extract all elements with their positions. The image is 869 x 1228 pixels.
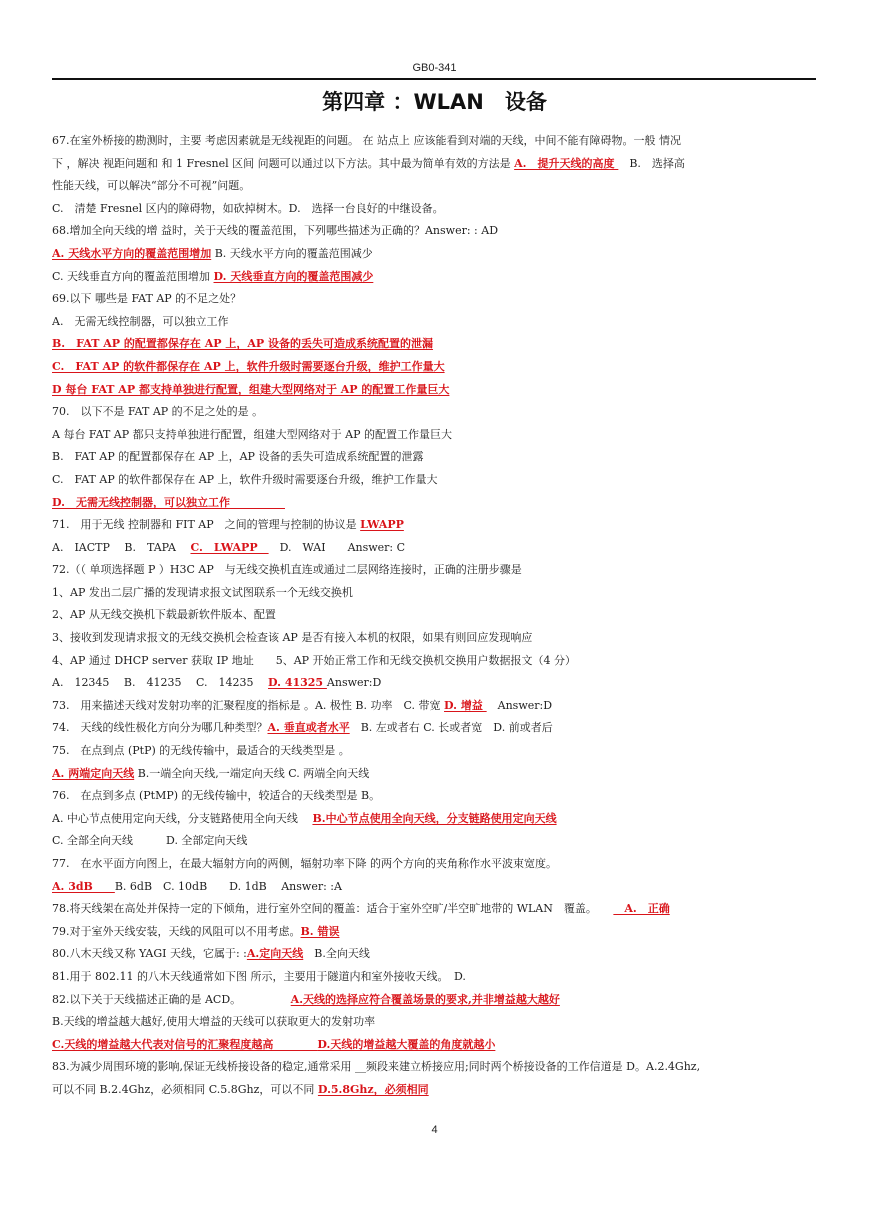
text-line — [52, 537, 816, 560]
text-segment: C. FAT AP 的软件都保存在 AP 上，软件升级时需要逐台升级，维护工作量大 — [52, 472, 438, 486]
text-segment: 1、AP 发出二层广播的发现请求报文试图联系一个无线交换机 — [52, 585, 353, 599]
text-line — [52, 469, 816, 492]
text-segment: 73. 用来描述天线对发射功率的汇聚程度的指标是 。A. 极性 B. 功率 C. 带宽 — [52, 698, 445, 712]
text-line — [52, 876, 816, 899]
answer-highlight: D.5.8Ghz，必须相同 — [317, 1082, 429, 1096]
text-line — [52, 356, 816, 379]
text-segment: B. 左或者右 C. 长或者宽 D. 前或者后 — [349, 721, 553, 735]
answer-highlight: C.天线的增益越大代表对信号的汇聚程度越高 — [52, 1037, 318, 1051]
answer-highlight: D. 天线垂直方向的覆盖范围减少 — [213, 269, 374, 283]
text-segment: A. IACTP B. TAPA — [52, 540, 191, 554]
text-segment: 71. 用于无线 控制器和 FIT AP 之间的管理与控制的协议是 — [52, 518, 361, 532]
text-segment: 79.对于室外天线安装，天线的风阻可以不用考虑。 — [52, 924, 301, 938]
text-line — [52, 1056, 816, 1079]
answer-highlight: D. 41325 — [268, 676, 327, 690]
text-segment: 68.增加全向天线的增 益时，关于天线的覆盖范围，下列哪些描述为正确的？Answer: : AD — [52, 224, 499, 238]
text-segment: B.一端全向天线,一端定向天线 C. 两端全向天线 — [134, 766, 370, 780]
text-line — [52, 1011, 816, 1034]
text-line — [52, 785, 816, 808]
text-segment: 77. 在水平面方向图上，在最大辐射方向的两侧，辐射功率下降 的两个方向的夹角称作水平波束宽度。 — [52, 857, 557, 870]
answer-highlight: LWAPP — [360, 518, 404, 532]
text-line — [52, 943, 816, 966]
text-line — [52, 514, 816, 537]
answer-highlight: A. 提升天线的高度 — [514, 156, 619, 170]
text-segment: 2、AP 从无线交换机下载最新软件版本、配置 — [52, 608, 276, 622]
text-segment: 78.将天线架在高处并保持一定的下倾角，进行室外空间的覆盖：适合于室外空旷/半空旷地带的 WLAN 覆盖。 — [52, 902, 614, 916]
chapter-title: 第四章 ：WLAN 设备 — [322, 90, 547, 114]
text-segment: 性能天线，可以解决“部分不可视”问题。 — [52, 179, 251, 193]
header-rule — [52, 78, 816, 80]
text-segment: A. 无需无线控制器，可以独立工作 — [52, 314, 229, 328]
answer-highlight: C. LWAPP — [190, 540, 269, 554]
text-line — [52, 650, 816, 673]
text-segment: 4、AP 通过 DHCP server 获取 IP 地址 5、AP 开始正常工作和无线交换机交换用户数据报文（4 分） — [52, 653, 577, 667]
text-line — [52, 672, 816, 695]
text-line — [52, 898, 816, 921]
text-segment: 67.在室外桥接的勘测时，主要 考虑因素就是无线视距的问题。 在 站点上 应该能看到对端的天线，中间不能有障碍物。一般 情况 — [52, 134, 681, 147]
answer-highlight: D. 无需无线控制器，可以独立工作 — [52, 495, 285, 509]
text-line — [52, 379, 816, 402]
text-line — [52, 966, 816, 989]
text-segment: C. 天线垂直方向的覆盖范围增加 — [52, 269, 214, 283]
text-segment: 80.八木天线又称 YAGI 天线，它属于: : — [52, 947, 247, 961]
answer-highlight: D.天线的增益越大覆盖的角度就越小 — [317, 1037, 496, 1051]
answer-highlight: B.中心节点使用全向天线，分支链路使用定向天线 — [312, 811, 557, 825]
text-segment: 75. 在点到点 (PtP) 的无线传输中，最适合的天线类型是 。 — [52, 744, 350, 758]
text-line — [52, 604, 816, 627]
text-segment: C. 全部全向天线 D. 全部定向天线 — [52, 834, 248, 848]
text-line — [52, 763, 816, 786]
answer-highlight: D. 增益 — [444, 698, 487, 712]
answer-highlight: A. 天线水平方向的覆盖范围增加 — [52, 246, 212, 260]
text-line — [52, 559, 816, 582]
answer-highlight: C. FAT AP 的软件都保存在 AP 上，软件升级时需要逐台升级，维护工作量大 — [52, 359, 445, 373]
text-segment: B. 6dB C. 10dB D. 1dB Answer: :A — [114, 879, 342, 893]
text-segment: 81.用于 802.11 的八木天线通常如下图 所示，主要用于隧道内和室外接收天线。 D. — [52, 969, 466, 983]
text-line — [52, 921, 816, 944]
text-line — [52, 153, 816, 176]
text-segment: Answer:D — [486, 698, 553, 712]
text-line — [52, 830, 816, 853]
answer-highlight: A. 垂直或者水平 — [267, 721, 350, 735]
text-segment: 可以不同 B.2.4Ghz，必须相同 C.5.8Ghz，可以不同 — [52, 1082, 318, 1096]
text-line — [52, 446, 816, 469]
text-line — [52, 695, 816, 718]
text-line — [52, 130, 816, 153]
text-segment: 69.以下 哪些是 FAT AP 的不足之处？ — [52, 292, 242, 306]
text-segment: B. FAT AP 的配置都保存在 AP 上，AP 设备的丢失可造成系统配置的泄露 — [52, 450, 424, 464]
text-line — [52, 424, 816, 447]
answer-highlight: A. 正确 — [613, 902, 670, 916]
text-segment: 76. 在点到多点 (PtMP) 的无线传输中，较适合的天线类型是 B。 — [52, 789, 381, 803]
text-segment: 83.为减少周围环境的影响,保证无线桥接设备的稳定,通常采用 __频段来建立桥接应用;同时两个桥接设备的工作信道是 D。A.2.4Ghz, — [52, 1060, 701, 1074]
text-line — [52, 175, 816, 198]
header-code: GB0-341 — [412, 62, 457, 74]
text-segment: 下 ，解决 视距问题和 和 1 Fresnel 区间 问题可以通过以下方法。其中最为简单有效的方法是 — [52, 156, 515, 170]
text-line — [52, 198, 816, 221]
text-segment: 72.（（ 单项选择题 P ）H3C AP 与无线交换机直连或通过二层网络连接时，正确的注册步骤是 — [52, 563, 522, 577]
text-line — [52, 311, 816, 334]
answer-highlight: B. FAT AP 的配置都保存在 AP 上，AP 设备的丢失可造成系统配置的泄漏 — [52, 337, 433, 351]
text-line — [52, 1079, 816, 1102]
text-line — [52, 333, 816, 356]
text-line — [52, 717, 816, 740]
text-segment: 70. 以下不是 FAT AP 的不足之处的是 。 — [52, 405, 264, 419]
text-segment: A 每台 FAT AP 都只支持单独进行配置，组建大型网络对于 AP 的配置工作量巨大 — [52, 427, 452, 441]
text-segment: B.全向天线 — [303, 947, 370, 961]
text-segment: 3、接收到发现请求报文的无线交换机会检查该 AP 是否有接入本机的权限，如果有则回应发现响应 — [52, 631, 533, 645]
text-line — [52, 808, 816, 831]
text-line — [52, 582, 816, 605]
text-line — [52, 220, 816, 243]
text-line — [52, 740, 816, 763]
text-line — [52, 401, 816, 424]
answer-highlight: A.天线的选择应符合覆盖场景的要求,并非增益越大越好 — [290, 992, 560, 1006]
answer-highlight: A. 两端定向天线 — [52, 766, 135, 780]
text-segment: B.天线的增益越大越好,使用大增益的天线可以获取更大的发射功率 — [52, 1015, 376, 1029]
answer-highlight: B. 错误 — [300, 924, 340, 938]
text-segment: A. 中心节点使用定向天线，分支链路使用全向天线 — [52, 811, 313, 825]
page-number: 4 — [431, 1124, 438, 1136]
text-line — [52, 1034, 816, 1057]
text-line — [52, 989, 816, 1012]
text-segment: A. 12345 B. 41235 C. 14235 — [52, 676, 269, 690]
text-line — [52, 627, 816, 650]
answer-highlight: A. 3dB — [52, 879, 115, 893]
text-line — [52, 492, 816, 515]
text-line — [52, 288, 816, 311]
answer-highlight: D 每台 FAT AP 都支持单独进行配置，组建大型网络对于 AP 的配置工作量巨大 — [52, 382, 450, 396]
text-segment: D. WAI Answer: C — [268, 540, 406, 554]
question-list — [52, 130, 816, 1102]
text-segment: B. 天线水平方向的覆盖范围减少 — [211, 246, 373, 260]
text-segment: 74. 天线的线性极化方向分为哪几种类型？ — [52, 721, 268, 735]
text-segment: B. 选择高 — [618, 156, 685, 170]
answer-highlight: A.定向天线 — [246, 947, 304, 961]
text-line — [52, 266, 816, 289]
text-segment: C. 清楚 Fresnel 区内的障碍物，如砍掉树木。D. 选择一台良好的中继设备。 — [52, 201, 444, 215]
text-line — [52, 853, 816, 876]
text-segment: 82.以下关于天线描述正确的是 ACD。 — [52, 992, 291, 1006]
text-segment: Answer:D — [326, 676, 382, 690]
text-line — [52, 243, 816, 266]
